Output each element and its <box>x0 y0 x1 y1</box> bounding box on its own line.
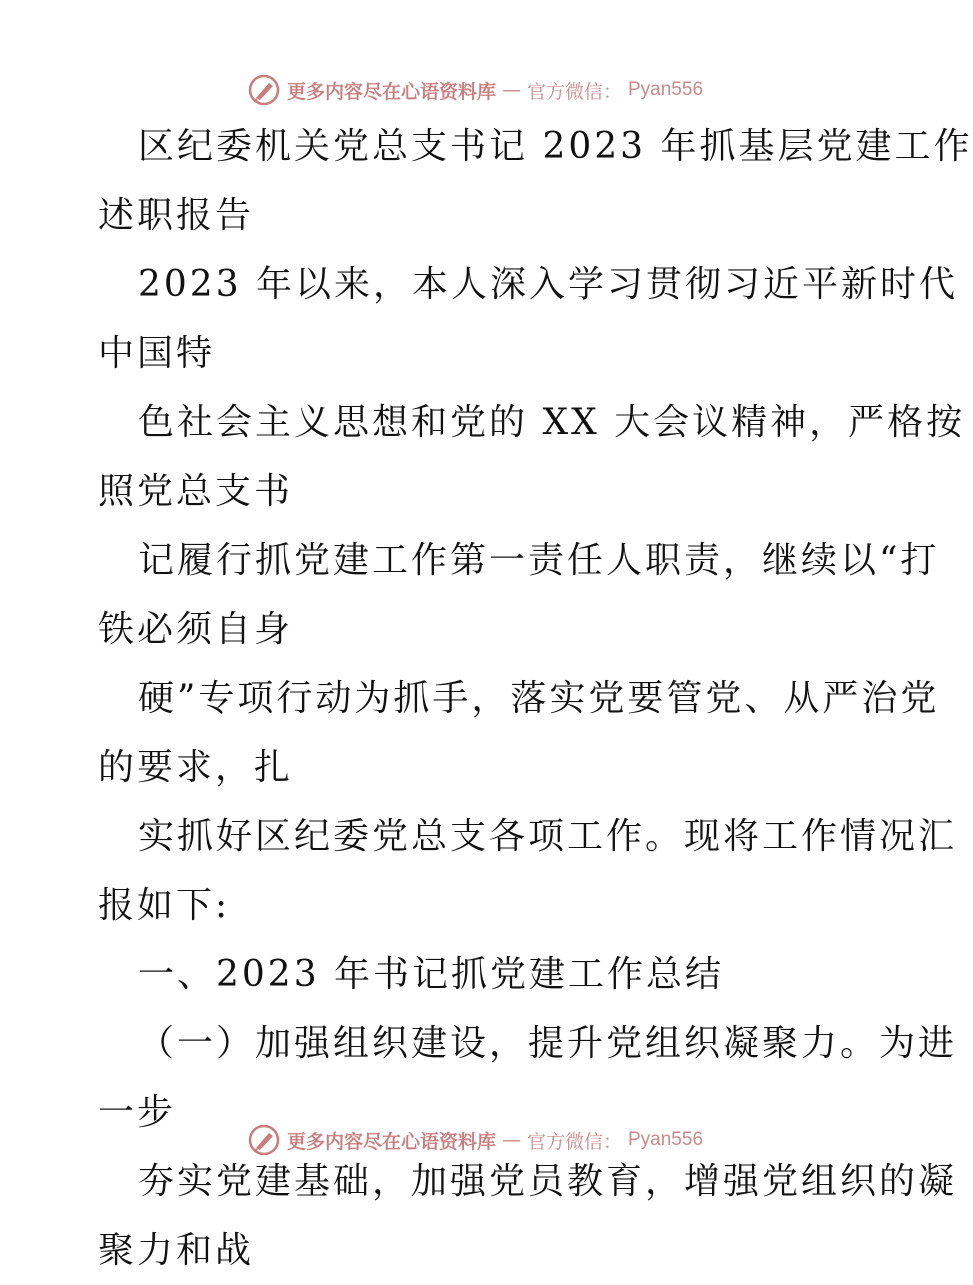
paragraph-line: 铁必须自身 <box>98 609 294 650</box>
pen-logo-icon <box>247 1123 281 1157</box>
paragraph-line: 聚力和战 <box>98 1230 255 1271</box>
watermark-sub-text: 官方微信： <box>526 1130 622 1153</box>
paragraph-line: 照党总支书 <box>98 471 294 512</box>
document-title-line-1: 区纪委机关党总支书记 2023 年抓基层党建工作 <box>138 126 973 167</box>
watermark-sub-text: 官方微信： <box>526 80 622 103</box>
paragraph-line: 记履行抓党建工作第一责任人职责，继续以“打 <box>138 540 940 581</box>
paragraph-line: 色社会主义思想和党的 XX 大会议精神，严格按 <box>138 402 966 443</box>
document-title-line-2: 述职报告 <box>98 195 255 236</box>
watermark-main-text: 更多内容尽在心语资料库 <box>286 1130 496 1153</box>
watermark-header <box>0 70 950 110</box>
document-body <box>98 112 973 1285</box>
watermark-dash: — <box>501 79 521 101</box>
watermark-handle: Pyan556 <box>628 79 704 100</box>
paragraph-line: 实抓好区纪委党总支各项工作。现将工作情况汇 <box>138 816 958 857</box>
subsection-heading: （一）加强组织建设，提升党组织凝聚力。为进 <box>138 1023 958 1064</box>
paragraph-line: 中国特 <box>98 333 216 374</box>
paragraph-line: 报如下: <box>98 885 231 926</box>
paragraph-line: 硬”专项行动为抓手，落实党要管党、从严治党 <box>138 678 940 719</box>
paragraph-line: 的要求，扎 <box>98 747 294 788</box>
paragraph-line: 夯实党建基础，加强党员教育，增强党组织的凝 <box>138 1161 958 1202</box>
watermark-handle: Pyan556 <box>628 1129 704 1150</box>
section-heading: 一、2023 年书记抓党建工作总结 <box>138 954 725 995</box>
watermark-footer <box>0 1120 950 1160</box>
watermark-main-text: 更多内容尽在心语资料库 <box>286 80 496 103</box>
pen-logo-icon <box>247 73 281 107</box>
watermark-dash: — <box>501 1129 521 1151</box>
paragraph-line: 一步 <box>98 1092 177 1133</box>
paragraph-line: 2023 年以来，本人深入学习贯彻习近平新时代 <box>138 264 959 305</box>
